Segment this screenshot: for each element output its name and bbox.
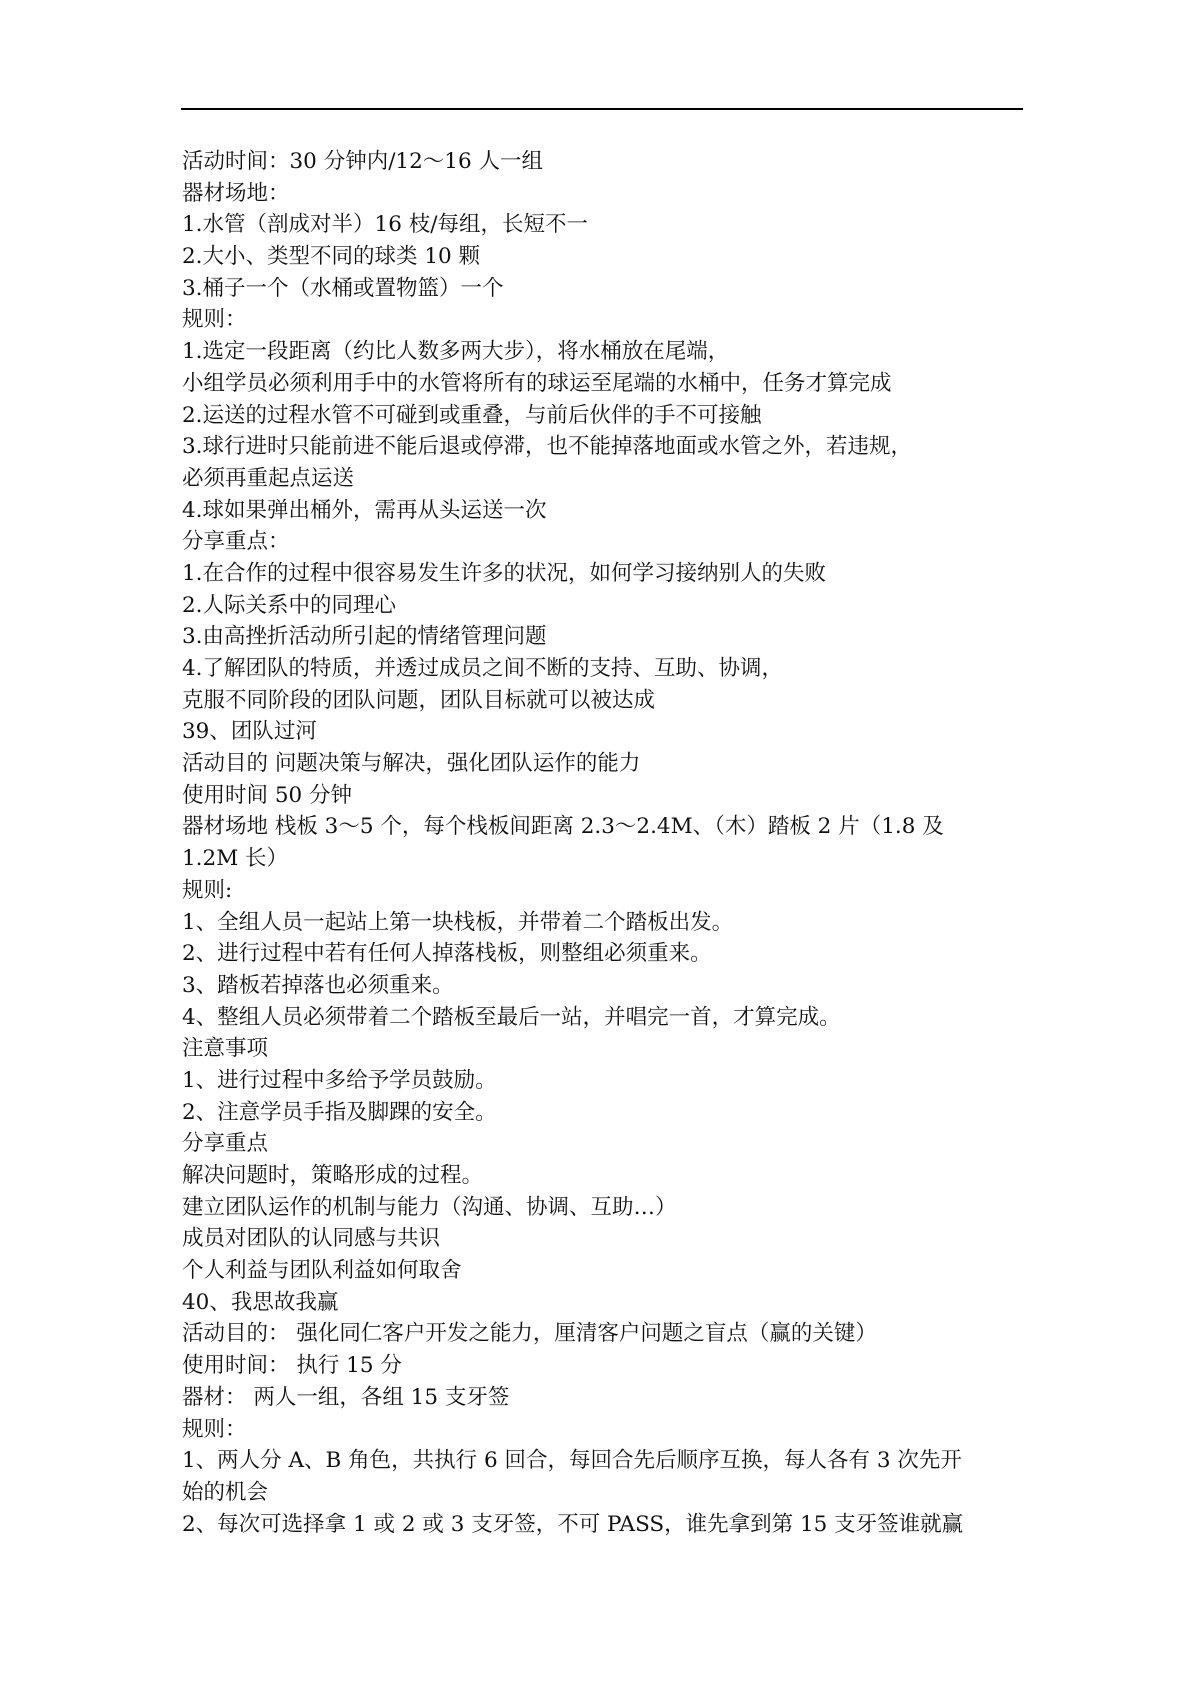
text-line: 4、整组人员必须带着二个踏板至最后一站，并唱完一首，才算完成。 (182, 1004, 841, 1030)
text-line: 3、踏板若掉落也必须重来。 (182, 972, 454, 998)
text-line: 小组学员必须利用手中的水管将所有的球运至尾端的水桶中，任务才算完成 (182, 370, 892, 396)
text-line: 个人利益与团队利益如何取舍 (182, 1258, 462, 1284)
text-line: 规则： (182, 307, 247, 333)
text-line: 2.人际关系中的同理心 (182, 592, 397, 618)
text-line: 1、进行过程中多给予学员鼓励。 (182, 1067, 497, 1093)
text-line: 40、我思故我赢 (182, 1289, 339, 1315)
text-line: 1.水管（剖成对半）16 枝/每组，长短不一 (182, 212, 588, 238)
text-line: 始的机会 (182, 1479, 269, 1505)
text-line: 2、进行过程中若有任何人掉落栈板，则整组必须重来。 (182, 941, 712, 967)
text-line: 分享重点： (182, 529, 290, 555)
text-line: 4.了解团队的特质，并透过成员之间不断的支持、互助、协调， (182, 656, 784, 681)
text-line: 1、两人分 A、B 角色，共执行 6 回合，每回合先后顺序互换，每人各有 3 次先开 (182, 1448, 962, 1474)
text-line: 使用时间： 执行 15 分 (182, 1353, 402, 1379)
text-line: 1.在合作的过程中很容易发生许多的状况，如何学习接纳别人的失败 (182, 560, 827, 586)
text-line: 1.选定一段距离（约比人数多两大步），将水桶放在尾端， (182, 339, 730, 365)
text-line: 2.运送的过程水管不可碰到或重叠，与前后伙伴的手不可接触 (182, 402, 762, 428)
text-line: 3.由高挫折活动所引起的情绪管理问题 (182, 624, 547, 650)
text-line: 使用时间 50 分钟 (182, 782, 353, 808)
text-line: 2、每次可选择拿 1 或 2 或 3 支牙签，不可 PASS，谁先拿到第 15 支牙签谁就赢 (182, 1511, 964, 1537)
text-line: 3.桶子一个（水桶或置物篮）一个 (182, 275, 504, 301)
text-line: 1.2M 长） (182, 846, 289, 872)
text-line: 规则： (182, 1416, 247, 1442)
text-line: 规则: (182, 877, 233, 903)
text-line: 活动时间：30 分钟内/12～16 人一组 (182, 149, 543, 174)
text-line: 器材场地 栈板 3～5 个，每个栈板间距离 2.3～2.4M、（木）踏板 2 片（1.8 及 (182, 814, 944, 840)
text-line: 建立团队运作的机制与能力（沟通、协调、互助…） (182, 1194, 677, 1220)
text-line: 2、注意学员手指及脚踝的安全。 (182, 1099, 497, 1125)
header-rule (181, 108, 1023, 110)
text-line: 成员对团队的认同感与共识 (182, 1226, 441, 1252)
text-line: 1、全组人员一起站上第一块栈板，并带着二个踏板出发。 (182, 909, 734, 935)
text-line: 3.球行进时只能前进不能后退或停滞，也不能掉落地面或水管之外，若违规， (182, 434, 913, 460)
text-line: 克服不同阶段的团队问题，团队目标就可以被达成 (182, 687, 656, 713)
text-line: 活动目的： 强化同仁客户开发之能力，厘清客户问题之盲点（赢的关键） (182, 1321, 877, 1347)
text-line: 活动目的 问题决策与解决，强化团队运作的能力 (182, 751, 641, 777)
text-line: 必须再重起点运送 (182, 465, 355, 491)
text-line: 器材： 两人一组，各组 15 支牙签 (182, 1384, 510, 1410)
text-line: 39、团队过河 (182, 719, 317, 745)
document-body (182, 146, 1027, 1540)
text-line: 解决问题时，策略形成的过程。 (182, 1163, 484, 1188)
text-line: 分享重点 (182, 1131, 269, 1157)
text-line: 4.球如果弹出桶外，需再从头运送一次 (182, 497, 547, 523)
text-line: 器材场地： (182, 180, 290, 206)
text-line: 注意事项 (182, 1036, 269, 1062)
text-line: 2.大小、类型不同的球类 10 颗 (182, 244, 481, 270)
